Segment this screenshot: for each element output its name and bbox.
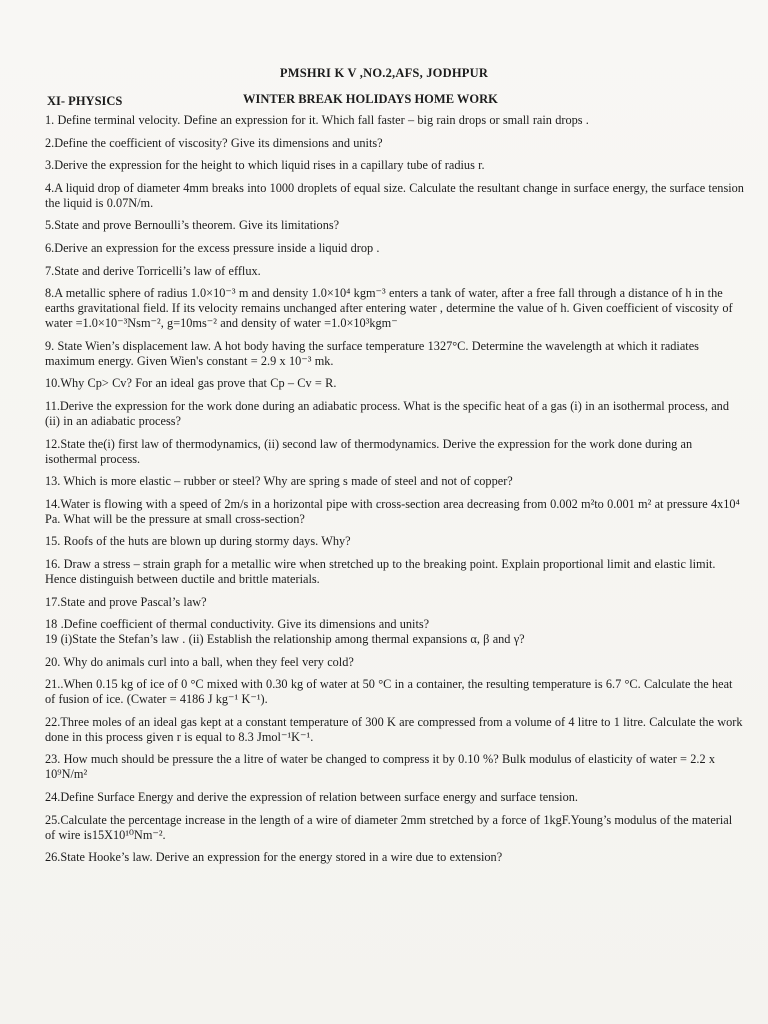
question-12: 12.State the(i) first law of thermodynamics, (ii) second law of thermodynamics. Derive the expression for the work done during an isothermal process. bbox=[45, 436, 693, 466]
question-9: 9. State Wien’s displacement law. A hot body having the surface temperature 1327°C. Determine the wavelength at which it radiates maximum energy. Given Wien's constant = 2.9 x 10⁻³ mk. bbox=[45, 338, 699, 368]
question-10: 10.Why Cp> Cv? For an ideal gas prove that Cp – Cv = R. bbox=[45, 376, 337, 391]
question-4: 4.A liquid drop of diameter 4mm breaks into 1000 droplets of equal size. Calculate the resultant change in surface energy, the surface tension the liquid is 0.07N/m. bbox=[45, 180, 744, 210]
question-20: 20. Why do animals curl into a ball, when they feel very cold? bbox=[45, 654, 354, 669]
class-subject: XI- PHYSICS bbox=[47, 94, 123, 108]
question-1: 1. Define terminal velocity. Define an expression for it. Which fall faster – big rain drops or small rain drops . bbox=[45, 113, 589, 127]
homework-title: WINTER BREAK HOLIDAYS HOME WORK bbox=[243, 92, 498, 106]
question-23: 23. How much should be pressure the a litre of water be changed to compress it by 0.10 %? Bulk modulus of elasticity of water = 2.2 x 10⁹N/m² bbox=[45, 752, 716, 782]
question-15: 15. Roofs of the huts are blown up during stormy days. Why? bbox=[45, 534, 351, 549]
question-25: 25.Calculate the percentage increase in the length of a wire of diameter 2mm stretched by a force of 1kgF.Young’s modulus of the material of wire is15X10¹⁰Nm⁻². bbox=[45, 812, 733, 842]
question-8: 8.A metallic sphere of radius 1.0×10⁻³ m and density 1.0×10⁴ kgm⁻³ enters a tank of water, after a free fall through a distance of h in the earths gravitational field. If its velocity remains unchanged after entering water , determine the value of h. Given coefficient of viscosity of water =1.0×10⁻³Nsm⁻², g=10ms⁻² and density of water =1.0×10³kgm⁻ bbox=[45, 286, 733, 331]
question-21: 21..When 0.15 kg of ice of 0 °C mixed with 0.30 kg of water at 50 °C in a container, the resulting temperature is 6.7 °C. Calculate the heat of fusion of ice. (Cwater = 4186 J kg⁻¹ K⁻¹). bbox=[45, 677, 733, 707]
question-14: 14.Water is flowing with a speed of 2m/s in a horizontal pipe with cross-section area decreasing from 0.002 m²to 0.001 m² at pressure 4x10⁴ Pa. What will be the pressure at small cross-section? bbox=[45, 496, 740, 526]
question-7: 7.State and derive Torricelli’s law of efflux. bbox=[45, 263, 261, 278]
question-2: 2.Define the coefficient of viscosity? Give its dimensions and units? bbox=[45, 135, 383, 150]
question-24: 24.Define Surface Energy and derive the expression of relation between surface energy and surface tension. bbox=[45, 790, 578, 805]
question-list bbox=[45, 113, 745, 873]
question-17: 17.State and prove Pascal’s law? bbox=[45, 594, 207, 609]
question-13: 13. Which is more elastic – rubber or steel? Why are spring s made of steel and not of copper? bbox=[45, 474, 513, 489]
question-11: 11.Derive the expression for the work done during an adiabatic process. What is the specific heat of a gas (i) in an isothermal process, and (ii) in an adiabatic process? bbox=[45, 398, 729, 428]
question-18: 18 .Define coefficient of thermal conductivity. Give its dimensions and units? bbox=[45, 617, 430, 632]
question-26: 26.State Hooke’s law. Derive an expression for the energy stored in a wire due to extension? bbox=[45, 850, 503, 865]
question-19: 19 (i)State the Stefan’s law . (ii) Establish the relationship among thermal expansions α, β and γ? bbox=[45, 632, 525, 647]
school-name: PMSHRI K V ,NO.2,AFS, JODHPUR bbox=[279, 66, 489, 80]
question-3: 3.Derive the expression for the height to which liquid rises in a capillary tube of radius r. bbox=[45, 158, 485, 173]
question-5: 5.State and prove Bernoulli’s theorem. Give its limitations? bbox=[45, 218, 340, 233]
question-6: 6.Derive an expression for the excess pressure inside a liquid drop . bbox=[45, 240, 380, 255]
question-22: 22.Three moles of an ideal gas kept at a constant temperature of 300 K are compressed from a volume of 4 litre to 1 litre. Calculate the work done in this process given r is equal to 8.3 Jmol⁻¹K⁻¹. bbox=[45, 714, 743, 744]
question-16: 16. Draw a stress – strain graph for a metallic wire when stretched up to the breaking point. Explain proportional limit and elastic limit. Hence distinguish between ductile and brittle materials. bbox=[45, 556, 716, 586]
